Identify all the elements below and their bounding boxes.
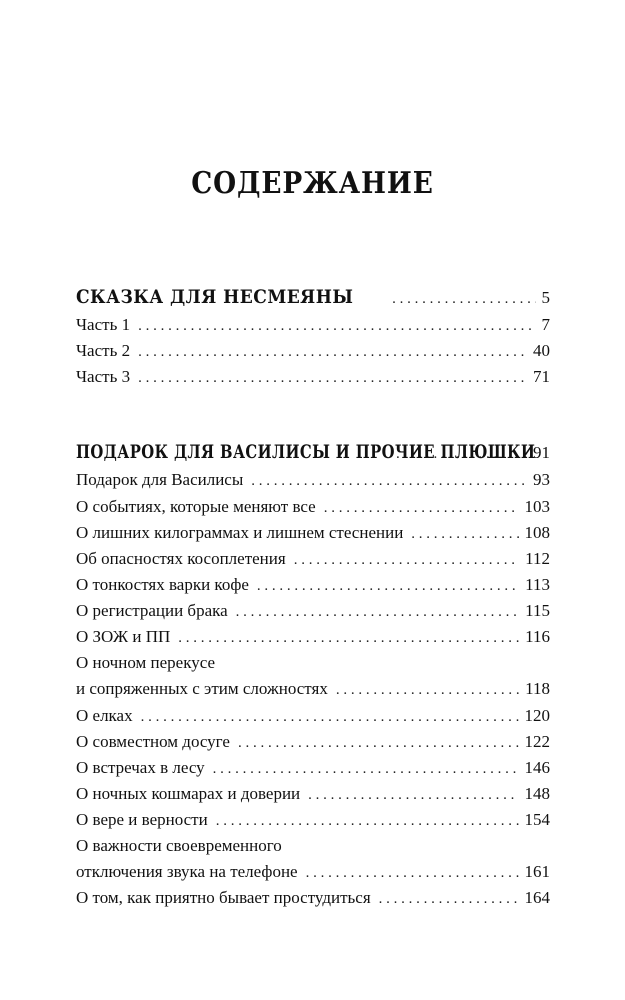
dot-leader: [392, 286, 535, 312]
toc-entry-label: О событиях, которые меняют все: [76, 497, 316, 516]
toc-entry-label: и сопряженных с этим сложностях: [76, 679, 328, 698]
toc-page-number: 122: [524, 732, 550, 751]
dot-leader: [236, 599, 519, 625]
dot-leader: [294, 547, 519, 573]
toc-page-number: 7: [541, 315, 550, 334]
toc-page-number: 71: [533, 367, 550, 386]
dot-leader: [213, 756, 519, 782]
toc-page-number: 93: [533, 470, 550, 489]
dot-leader: [141, 704, 519, 730]
toc-entry-label: Об опасностях косоплетения: [76, 549, 286, 568]
dot-leader: [379, 886, 519, 912]
dot-leader: [306, 860, 519, 886]
toc-page-number: 161: [524, 862, 550, 881]
page-title: СОДЕРЖАНИЕ: [191, 166, 434, 201]
toc-entry[interactable]: [76, 546, 550, 572]
dot-leader: [308, 782, 518, 808]
toc-entry-label: О вере и верности: [76, 810, 208, 829]
toc-entry[interactable]: [76, 676, 550, 702]
toc-entry[interactable]: [76, 572, 550, 598]
toc-page-number: 112: [525, 549, 550, 568]
toc-entry-label: О том, как приятно бывает простудиться: [76, 888, 371, 907]
toc-page-number: 148: [524, 784, 550, 803]
toc-entry[interactable]: [76, 520, 550, 546]
toc-page-number: 113: [525, 575, 550, 594]
toc-entry-label: О совместном досуге: [76, 732, 230, 751]
toc-entry[interactable]: [76, 364, 550, 390]
toc-page-number: 116: [525, 627, 550, 646]
toc-entry[interactable]: [76, 494, 550, 520]
dot-leader: [411, 521, 518, 547]
toc-entry-label: О тонкостях варки кофе: [76, 575, 249, 594]
toc-section-heading[interactable]: [76, 284, 550, 310]
toc-entry-label: О ночных кошмарах и доверии: [76, 784, 301, 803]
dot-leader: [251, 468, 527, 494]
toc-entry[interactable]: [76, 703, 550, 729]
toc-entry-label: О встречах в лесу: [76, 758, 205, 777]
toc-entry[interactable]: [76, 729, 550, 755]
dot-leader: [178, 625, 519, 651]
dot-leader: [336, 677, 519, 703]
toc-page-number: 146: [524, 758, 550, 777]
toc-entry[interactable]: [76, 467, 550, 493]
toc-entry[interactable]: [76, 598, 550, 624]
toc-page-number: 164: [524, 888, 550, 907]
toc-page-number: 91: [533, 443, 550, 462]
toc-section-heading[interactable]: [76, 439, 550, 465]
toc-entry-first-line[interactable]: [76, 833, 550, 859]
toc-page-number: 118: [525, 679, 550, 698]
toc-entry-label: Часть 1: [76, 315, 131, 334]
toc-page-number: 40: [533, 341, 550, 360]
toc-page-number: 154: [524, 810, 550, 829]
toc-page-number: 120: [524, 706, 550, 725]
toc-entry[interactable]: [76, 885, 550, 911]
dot-leader: [324, 495, 519, 521]
toc-entry-label: О регистрации брака: [76, 601, 228, 620]
toc-page-number: 103: [524, 497, 550, 516]
toc-entry[interactable]: [76, 755, 550, 781]
toc-page-number: 115: [525, 601, 550, 620]
toc-section-title: СКАЗКА ДЛЯ НЕСМЕЯНЫ: [76, 286, 354, 308]
toc-page-number: 108: [524, 523, 550, 542]
toc-entry-label: отключения звука на телефоне: [76, 862, 298, 881]
dot-leader: [138, 365, 527, 391]
toc-entry[interactable]: [76, 781, 550, 807]
dot-leader: [257, 573, 519, 599]
toc-entry-label: О лишних килограммах и лишнем стеснении: [76, 523, 404, 542]
toc-entry-label: Часть 2: [76, 341, 131, 360]
toc-entry-first-line[interactable]: [76, 650, 550, 676]
dot-leader: [238, 730, 519, 756]
dot-leader: [138, 339, 527, 365]
toc-entry[interactable]: [76, 859, 550, 885]
toc-entry[interactable]: [76, 338, 550, 364]
toc-entry[interactable]: [76, 624, 550, 650]
dot-leader: [138, 313, 535, 339]
toc-entry[interactable]: [76, 807, 550, 833]
toc-entry-label: О елках: [76, 706, 133, 725]
toc-entry-label: О ЗОЖ и ПП: [76, 627, 171, 646]
toc-entry-label: О ночном перекусе: [76, 653, 216, 672]
toc-entry[interactable]: [76, 312, 550, 338]
toc-section-title: ПОДАРОК ДЛЯ ВАСИЛИСЫ И ПРОЧИЕ ПЛЮШКИ: [76, 441, 536, 463]
toc-entry-label: Подарок для Василисы: [76, 470, 244, 489]
toc-entry-label: О важности своевременного: [76, 836, 282, 855]
toc-entry-label: Часть 3: [76, 367, 131, 386]
toc-page-number: 5: [541, 288, 550, 307]
dot-leader: [216, 808, 519, 834]
